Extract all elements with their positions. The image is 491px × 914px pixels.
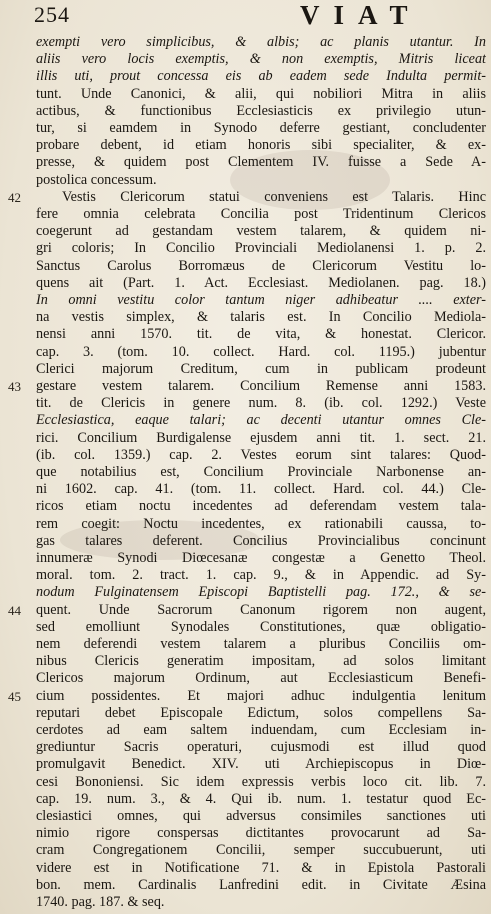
text-line: gri coloris; In Concilio Provinciali Mediolanensi 1. p. 2. bbox=[36, 240, 486, 257]
text-line: tunt. Unde Canonici, & alii, qui nobiliori Mitra in aliis bbox=[36, 85, 486, 102]
page-number: 254 bbox=[34, 2, 70, 27]
text-line: na vestis simplex, & talaris est. In Concilio Mediola- bbox=[36, 309, 486, 326]
text-line: cium possidentes. Et majori adhuc indulgentia lenitum bbox=[36, 687, 486, 704]
text-line: nibus Clericis generatim impositam, ad solos limitant bbox=[36, 653, 486, 670]
text-line: nodum Fulginatensem Episcopi Baptistelli pag. 172., & se- bbox=[36, 584, 486, 601]
text-line: gas talares deferent. Concilius Provincialibus concinunt bbox=[36, 532, 486, 549]
margin-number: 45 bbox=[8, 688, 21, 704]
text-line: reputari debet Episcopale Edictum, solos compellens Sa- bbox=[36, 704, 486, 721]
text-line: promulgavit Benedict. XIV. uti Archiepiscopus in Diœ- bbox=[36, 756, 486, 773]
text-line: Clerici majorum Creditum, cum in publicam prodeunt bbox=[36, 360, 486, 377]
text-line: postolica concessum. bbox=[36, 171, 157, 188]
text-line: sed emolliunt Synodales Constitutiones, quæ obligatio- bbox=[36, 618, 486, 635]
running-head: VIAT bbox=[300, 0, 422, 30]
text-line: probare debent, id etiam honoris sibi specialiter, & ex- bbox=[36, 137, 486, 154]
text-line: gestare vestem talarem. Concilium Remense anni 1583. bbox=[36, 378, 486, 394]
text-line: 1740. pag. 187. & seq. bbox=[36, 894, 165, 910]
text-line: (ib. col. 1359.) cap. 2. Vestes eorum sint talares: Quod- bbox=[36, 446, 486, 463]
text-line: Sanctus Carolus Borromæus de Clericorum Vestitu lo- bbox=[36, 257, 486, 274]
text-line: illis uti, prout concessa eis ab eadem sede Indulta permit- bbox=[36, 68, 486, 85]
text-line: fere omnia celebrata Concilia post Tridentinum Clericos bbox=[36, 206, 486, 222]
text-line: tur, si eamdem in Synodo deferre gestiant, concludenter bbox=[36, 120, 486, 136]
text-line: videre est in Notificatione 71. & in Epistola Pastorali bbox=[36, 859, 486, 876]
text-line: ricos etiam noctu incedentes ad deferendam vestem tala- bbox=[36, 498, 486, 515]
text-line: Ecclesiastica, eaque talari; ac decenti utantur omnes Cle- bbox=[36, 412, 486, 429]
text-line: ni 1602. cap. 41. (tom. 11. collect. Hard. col. 44.) Cle- bbox=[36, 481, 486, 498]
text-line: nem deferendi vestem talarem a pluribus Conciliis om- bbox=[36, 636, 486, 652]
margin-number: 43 bbox=[8, 379, 21, 394]
text-line: bon. mem. Cardinalis Lanfredini edit. in Civitate Æsina bbox=[36, 876, 486, 893]
text-line: nimio rigore conspersas dictitantes provocarunt ad Sa- bbox=[36, 825, 486, 842]
text-line: quent. Unde Sacrorum Canonum rigorem non augent, bbox=[36, 601, 486, 618]
text-line: cap. 19. num. 3., & 4. Qui ib. num. 1. testatur quod Ec- bbox=[36, 790, 486, 807]
text-line: cesi Bononiensi. Sic idem expressis verbis loco cit. lib. 7. bbox=[36, 773, 486, 790]
text-line: In omni vestitu color tantum niger adhibeatur .... exter- bbox=[36, 292, 486, 308]
text-line: actibus, & functionibus Ecclesiasticis ex privilegio utun- bbox=[36, 102, 486, 119]
text-line: quens ait (Part. 1. Act. Ecclesiast. Mediolanen. pag. 18.) bbox=[36, 274, 486, 291]
text-line: rem coegit: Noctu incedentes, ex rationabili caussa, to- bbox=[36, 515, 486, 532]
text-line: cap. 3. (tom. 10. collect. Hard. col. 1195.) jubentur bbox=[36, 343, 486, 360]
text-line: exempti vero simplicibus, & albis; ac planis utantur. In bbox=[36, 34, 486, 50]
text-line: rici. Concilium Burdigalense ejusdem anni tit. 1. sect. 21. bbox=[36, 429, 486, 446]
text-line: nensi anni 1570. tit. de vita, & honestat. Clericor. bbox=[36, 326, 486, 343]
text-line: Clericos majorum Ordinum, aut Ecclesiasticum Benefi- bbox=[36, 670, 486, 687]
text-line: tit. de Clericis in genere num. 8. (ib. col. 1292.) Veste bbox=[36, 395, 486, 412]
text-line: cram Congregationem Concilii, semper succubuerunt, uti bbox=[36, 842, 486, 859]
text-line: innumeræ Synodi Diœcesanæ congestæ a Genetto Theol. bbox=[36, 550, 486, 566]
text-line: que notabilius est, Concilium Provinciale Narbonense an- bbox=[36, 464, 486, 480]
margin-number: 44 bbox=[8, 602, 21, 618]
page-header bbox=[0, 0, 491, 34]
margin-number: 42 bbox=[8, 189, 21, 205]
text-line: presse, & quidem post Clementem IV. fuisse a Sede A- bbox=[36, 154, 486, 171]
text-line: Vestis Clericorum statui conveniens est Talaris. Hinc bbox=[62, 188, 486, 205]
text-line: grediuntur Sacris operaturi, cujusmodi est illud quod bbox=[36, 739, 486, 756]
text-line: coegerunt ad gestandam vestem talarem, & quidem ni- bbox=[36, 223, 486, 240]
text-line: aliis vero locis exemptis, & non exemptis, Mitris liceat bbox=[36, 51, 486, 68]
text-line: moral. tom. 2. tract. 1. cap. 9., & in Appendic. ad Sy- bbox=[36, 567, 486, 584]
text-line: cerdotes ad eam saltem induendam, cum Ecclesiam in- bbox=[36, 722, 486, 738]
text-line: clesiastici omnes, qui adversus consimiles sanctiones uti bbox=[36, 808, 486, 824]
